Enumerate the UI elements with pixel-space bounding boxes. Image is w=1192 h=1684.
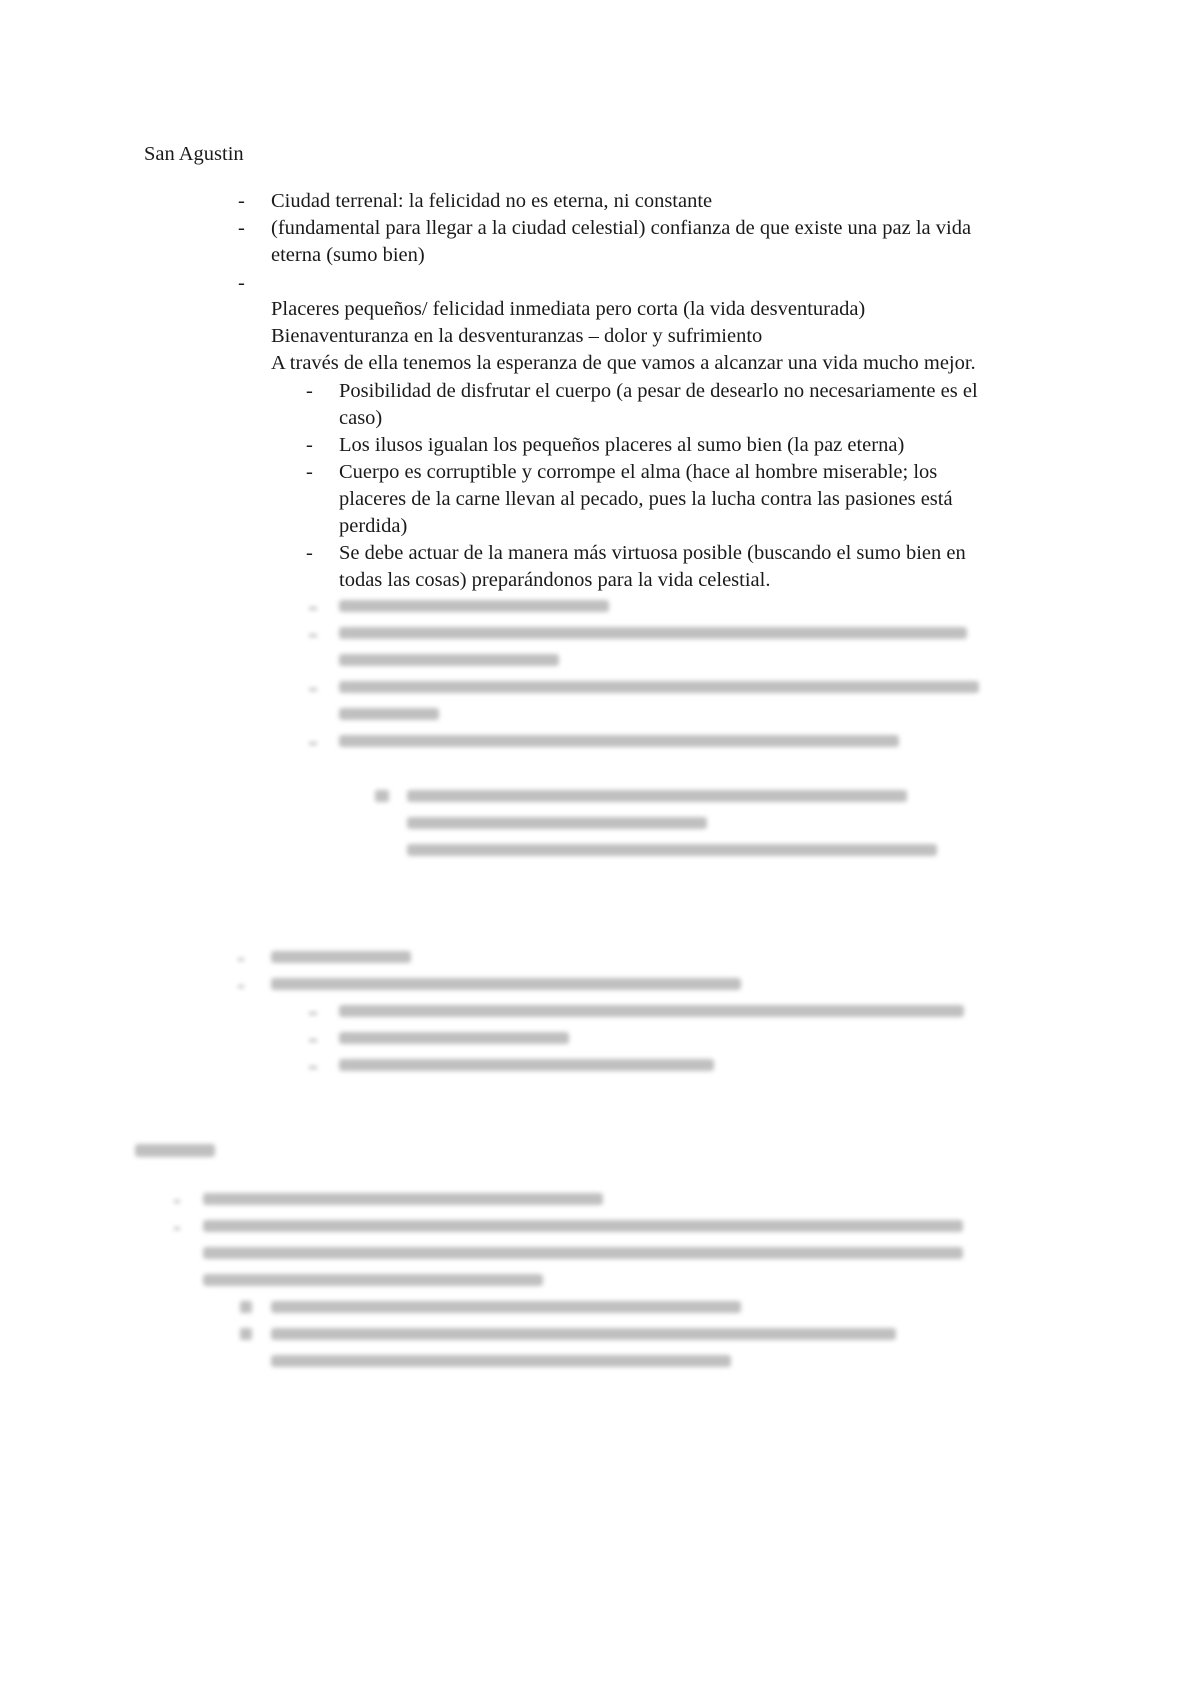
obscured-line — [339, 627, 967, 639]
list-bullet: - — [238, 190, 245, 212]
obscured-line — [271, 978, 741, 990]
list-item: (fundamental para llegar a la ciudad celestial) confianza de que existe una paz la vida — [271, 217, 972, 239]
obscured-line — [339, 1059, 714, 1071]
obscured-number — [375, 790, 389, 802]
sublist-item: Cuerpo es corruptible y corrompe el alma (hace al hombre miserable; los — [339, 461, 938, 483]
list-item: Ciudad terrenal: la felicidad no es eterna, ni constante — [271, 190, 713, 212]
list-bullet: - — [238, 217, 245, 239]
obscured-line — [339, 708, 439, 720]
sublist-item-continuation: perdida) — [339, 515, 408, 537]
document-title: San Agustin — [144, 143, 244, 165]
sublist-item: Los ilusos igualan los pequeños placeres al sumo bien (la paz eterna) — [339, 434, 905, 456]
sublist-item: Posibilidad de disfrutar el cuerpo (a pesar de desearlo no necesariamente es el — [339, 380, 978, 402]
obscured-line — [407, 844, 937, 856]
obscured-line — [203, 1274, 543, 1286]
sublist-bullet: - — [306, 542, 313, 564]
obscured-line — [339, 1005, 964, 1017]
obscured-line — [271, 1301, 741, 1313]
obscured-bullet — [309, 634, 317, 637]
obscured-line — [203, 1247, 963, 1259]
obscured-line — [271, 1355, 731, 1367]
obscured-bullet — [309, 607, 317, 610]
obscured-heading — [135, 1144, 215, 1157]
obscured-bullet — [309, 1012, 317, 1015]
obscured-bullet — [174, 1200, 180, 1203]
obscured-line — [407, 790, 907, 802]
obscured-line — [339, 681, 979, 693]
obscured-bullet — [174, 1227, 180, 1230]
sublist-bullet: - — [306, 461, 313, 483]
obscured-line — [271, 1328, 896, 1340]
obscured-number — [240, 1301, 252, 1313]
obscured-bullet — [309, 688, 317, 691]
obscured-number — [240, 1328, 252, 1340]
obscured-bullet — [238, 958, 244, 961]
obscured-line — [203, 1193, 603, 1205]
list-item-continuation: A través de ella tenemos la esperanza de que vamos a alcanzar una vida mucho mejor. — [271, 352, 976, 374]
list-item: Placeres pequeños/ felicidad inmediata pero corta (la vida desventurada) — [271, 298, 866, 320]
obscured-line — [339, 735, 899, 747]
obscured-line — [339, 600, 609, 612]
obscured-bullet — [309, 1066, 317, 1069]
sublist-item-continuation: todas las cosas) preparándonos para la vida celestial. — [339, 569, 771, 591]
sublist-item: Se debe actuar de la manera más virtuosa posible (buscando el sumo bien en — [339, 542, 966, 564]
list-item-continuation: eterna (sumo bien) — [271, 244, 425, 266]
obscured-line — [271, 951, 411, 963]
sublist-item-continuation: caso) — [339, 407, 383, 429]
obscured-line — [203, 1220, 963, 1232]
sublist-bullet: - — [306, 434, 313, 456]
list-bullet: - — [238, 272, 245, 294]
obscured-line — [339, 654, 559, 666]
obscured-bullet — [238, 985, 244, 988]
obscured-line — [407, 817, 707, 829]
list-item-continuation: Bienaventuranza en la desventuranzas – dolor y sufrimiento — [271, 325, 763, 347]
obscured-bullet — [309, 1039, 317, 1042]
obscured-bullet — [309, 742, 317, 745]
obscured-line — [339, 1032, 569, 1044]
sublist-bullet: - — [306, 380, 313, 402]
sublist-item-continuation: placeres de la carne llevan al pecado, pues la lucha contra las pasiones está — [339, 488, 953, 510]
